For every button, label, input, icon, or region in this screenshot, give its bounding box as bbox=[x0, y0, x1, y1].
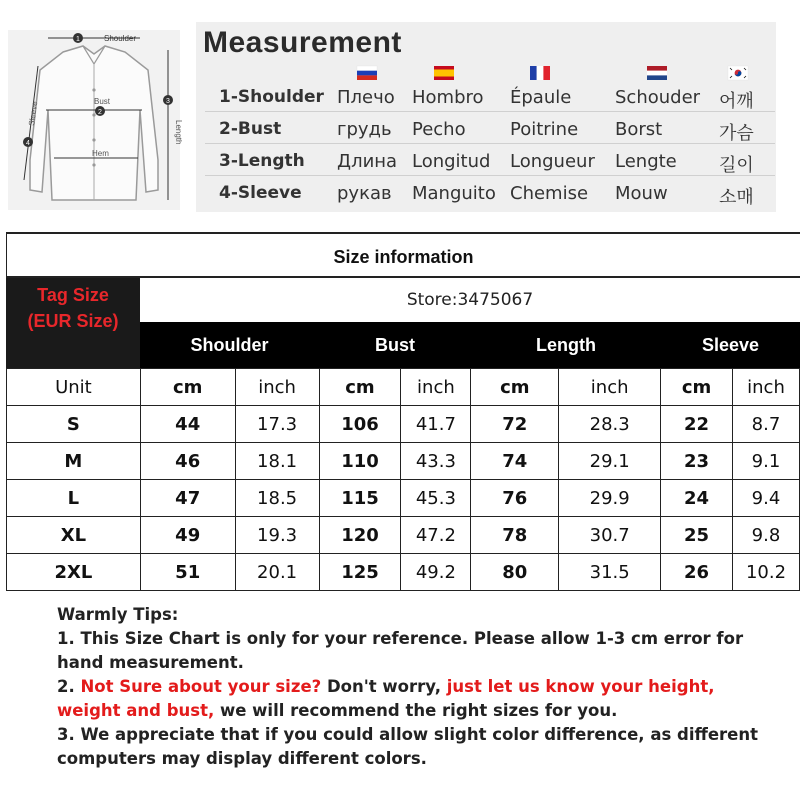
size-value-cell: 29.1 bbox=[559, 443, 661, 480]
size-label-cell: M bbox=[7, 443, 141, 480]
size-value-cell: 115 bbox=[319, 480, 401, 517]
shirt-measurement-diagram bbox=[8, 30, 183, 210]
unit-cell: cm bbox=[140, 369, 235, 406]
size-value-cell: 26 bbox=[661, 554, 733, 591]
spanish-term: Pecho bbox=[412, 119, 466, 140]
size-value-cell: 28.3 bbox=[559, 406, 661, 443]
russian-term: Плечо bbox=[337, 87, 395, 108]
table-row bbox=[7, 406, 800, 443]
unit-row bbox=[7, 369, 800, 406]
size-value-cell: 47.2 bbox=[401, 517, 471, 554]
size-value-cell: 18.5 bbox=[235, 480, 319, 517]
french-term: Épaule bbox=[510, 87, 572, 108]
size-value-cell: 10.2 bbox=[733, 554, 800, 591]
size-value-cell: 45.3 bbox=[401, 480, 471, 517]
dutch-term: Borst bbox=[615, 119, 663, 140]
size-label-cell: L bbox=[7, 480, 141, 517]
size-value-cell: 18.1 bbox=[235, 443, 319, 480]
row-label: 1-Shoulder bbox=[219, 87, 324, 107]
size-value-cell: 9.1 bbox=[733, 443, 800, 480]
korean-flag-icon bbox=[728, 66, 748, 80]
tip-2 bbox=[57, 675, 777, 723]
size-value-cell: 31.5 bbox=[559, 554, 661, 591]
size-value-cell: 49 bbox=[140, 517, 235, 554]
tip-2-red-question: Not Sure about your size? bbox=[80, 677, 322, 696]
tip-2-dont-worry: Don't worry, bbox=[326, 677, 442, 696]
size-value-cell: 46 bbox=[140, 443, 235, 480]
size-value-cell: 106 bbox=[319, 406, 401, 443]
size-value-cell: 17.3 bbox=[235, 406, 319, 443]
russian-flag-icon bbox=[357, 66, 377, 80]
diagram-number-4: 4 bbox=[26, 140, 30, 147]
unit-cell: inch bbox=[559, 369, 661, 406]
diagram-number-1: 1 bbox=[76, 36, 80, 43]
unit-label-cell: Unit bbox=[7, 369, 141, 406]
group-header-bust: Bust bbox=[375, 335, 415, 355]
measurement-row-bust bbox=[205, 112, 775, 144]
french-flag-icon bbox=[530, 66, 550, 80]
table-row bbox=[7, 517, 800, 554]
size-value-cell: 9.4 bbox=[733, 480, 800, 517]
korean-term: 가슴 bbox=[719, 123, 754, 144]
unit-cell: inch bbox=[733, 369, 800, 406]
size-value-cell: 51 bbox=[140, 554, 235, 591]
spanish-flag-icon bbox=[434, 66, 454, 80]
diagram-number-2: 2 bbox=[98, 109, 102, 116]
unit-cell: inch bbox=[401, 369, 471, 406]
dutch-term: Mouw bbox=[615, 183, 668, 204]
dutch-term: Lengte bbox=[615, 151, 677, 172]
french-term: Chemise bbox=[510, 183, 589, 204]
russian-term: Длина bbox=[337, 151, 398, 172]
size-value-cell: 41.7 bbox=[401, 406, 471, 443]
row-label: 4-Sleeve bbox=[219, 183, 302, 203]
tip-2-recommend: we will recommend the right sizes for you. bbox=[220, 701, 618, 720]
size-value-cell: 25 bbox=[661, 517, 733, 554]
size-value-cell: 78 bbox=[471, 517, 559, 554]
size-value-cell: 29.9 bbox=[559, 480, 661, 517]
measurement-row-sleeve bbox=[205, 176, 775, 208]
size-value-cell: 74 bbox=[471, 443, 559, 480]
group-header-length: Length bbox=[536, 335, 596, 355]
row-label: 2-Bust bbox=[219, 119, 282, 139]
size-value-cell: 8.7 bbox=[733, 406, 800, 443]
tip-2-number: 2. bbox=[57, 677, 75, 696]
korean-term: 어깨 bbox=[719, 91, 754, 112]
french-term: Poitrine bbox=[510, 119, 579, 140]
russian-term: грудь bbox=[337, 119, 392, 140]
size-value-cell: 43.3 bbox=[401, 443, 471, 480]
tip-3: 3. We appreciate that if you could allow slight color difference, as different computers may display different colors. bbox=[57, 725, 759, 768]
size-label-cell: XL bbox=[7, 517, 141, 554]
tips-title: Warmly Tips: bbox=[57, 605, 179, 624]
size-label-cell: 2XL bbox=[7, 554, 141, 591]
tag-size-line1: Tag Size bbox=[37, 285, 109, 305]
dutch-term: Schouder bbox=[615, 87, 701, 108]
size-value-cell: 80 bbox=[471, 554, 559, 591]
unit-cell: inch bbox=[235, 369, 319, 406]
size-value-cell: 76 bbox=[471, 480, 559, 517]
size-value-cell: 30.7 bbox=[559, 517, 661, 554]
row-label: 3-Length bbox=[219, 151, 305, 171]
diagram-label-length: Length bbox=[174, 120, 183, 145]
diagram-number-3: 3 bbox=[166, 98, 170, 105]
table-row bbox=[7, 480, 800, 517]
spanish-term: Longitud bbox=[412, 151, 491, 172]
size-value-cell: 125 bbox=[319, 554, 401, 591]
table-row bbox=[7, 554, 800, 591]
unit-cell: cm bbox=[319, 369, 401, 406]
size-table bbox=[6, 368, 800, 591]
warmly-tips bbox=[57, 603, 777, 771]
diagram-label-bust: Bust bbox=[94, 97, 111, 106]
diagram-label-hem: Hem bbox=[92, 149, 109, 158]
size-value-cell: 9.8 bbox=[733, 517, 800, 554]
russian-term: рукав bbox=[337, 183, 392, 204]
size-value-cell: 110 bbox=[319, 443, 401, 480]
tag-size-label bbox=[6, 278, 140, 368]
tip-2-red-request: just let us know your height, weight and bust, bbox=[57, 677, 715, 720]
size-label-cell: S bbox=[7, 406, 141, 443]
size-information-header: Size information bbox=[6, 232, 800, 278]
spanish-term: Hombro bbox=[412, 87, 484, 108]
unit-cell: cm bbox=[661, 369, 733, 406]
size-value-cell: 20.1 bbox=[235, 554, 319, 591]
size-value-cell: 120 bbox=[319, 517, 401, 554]
measurement-row-shoulder bbox=[205, 80, 775, 112]
size-value-cell: 47 bbox=[140, 480, 235, 517]
group-header-shoulder: Shoulder bbox=[190, 335, 269, 355]
size-value-cell: 72 bbox=[471, 406, 559, 443]
dutch-flag-icon bbox=[647, 66, 667, 80]
unit-cell: cm bbox=[471, 369, 559, 406]
group-header-sleeve: Sleeve bbox=[701, 335, 760, 355]
table-row bbox=[7, 443, 800, 480]
size-value-cell: 22 bbox=[661, 406, 733, 443]
diagram-label-sleeve: Sleeve bbox=[27, 100, 40, 127]
measurement-row-length bbox=[205, 144, 775, 176]
korean-term: 소매 bbox=[719, 187, 754, 208]
measurement-title: Measurement bbox=[203, 26, 402, 59]
diagram-label-shoulder: Shoulder bbox=[104, 34, 137, 43]
size-value-cell: 44 bbox=[140, 406, 235, 443]
french-term: Longueur bbox=[510, 151, 595, 172]
spanish-term: Manguito bbox=[412, 183, 496, 204]
store-id: Store:3475067 bbox=[406, 290, 534, 310]
size-value-cell: 23 bbox=[661, 443, 733, 480]
size-value-cell: 49.2 bbox=[401, 554, 471, 591]
size-value-cell: 24 bbox=[661, 480, 733, 517]
tag-size-line2: (EUR Size) bbox=[27, 311, 119, 331]
size-value-cell: 19.3 bbox=[235, 517, 319, 554]
korean-term: 길이 bbox=[719, 155, 754, 176]
tip-1: 1. This Size Chart is only for your reference. Please allow 1-3 cm error for hand measurement. bbox=[57, 629, 744, 672]
